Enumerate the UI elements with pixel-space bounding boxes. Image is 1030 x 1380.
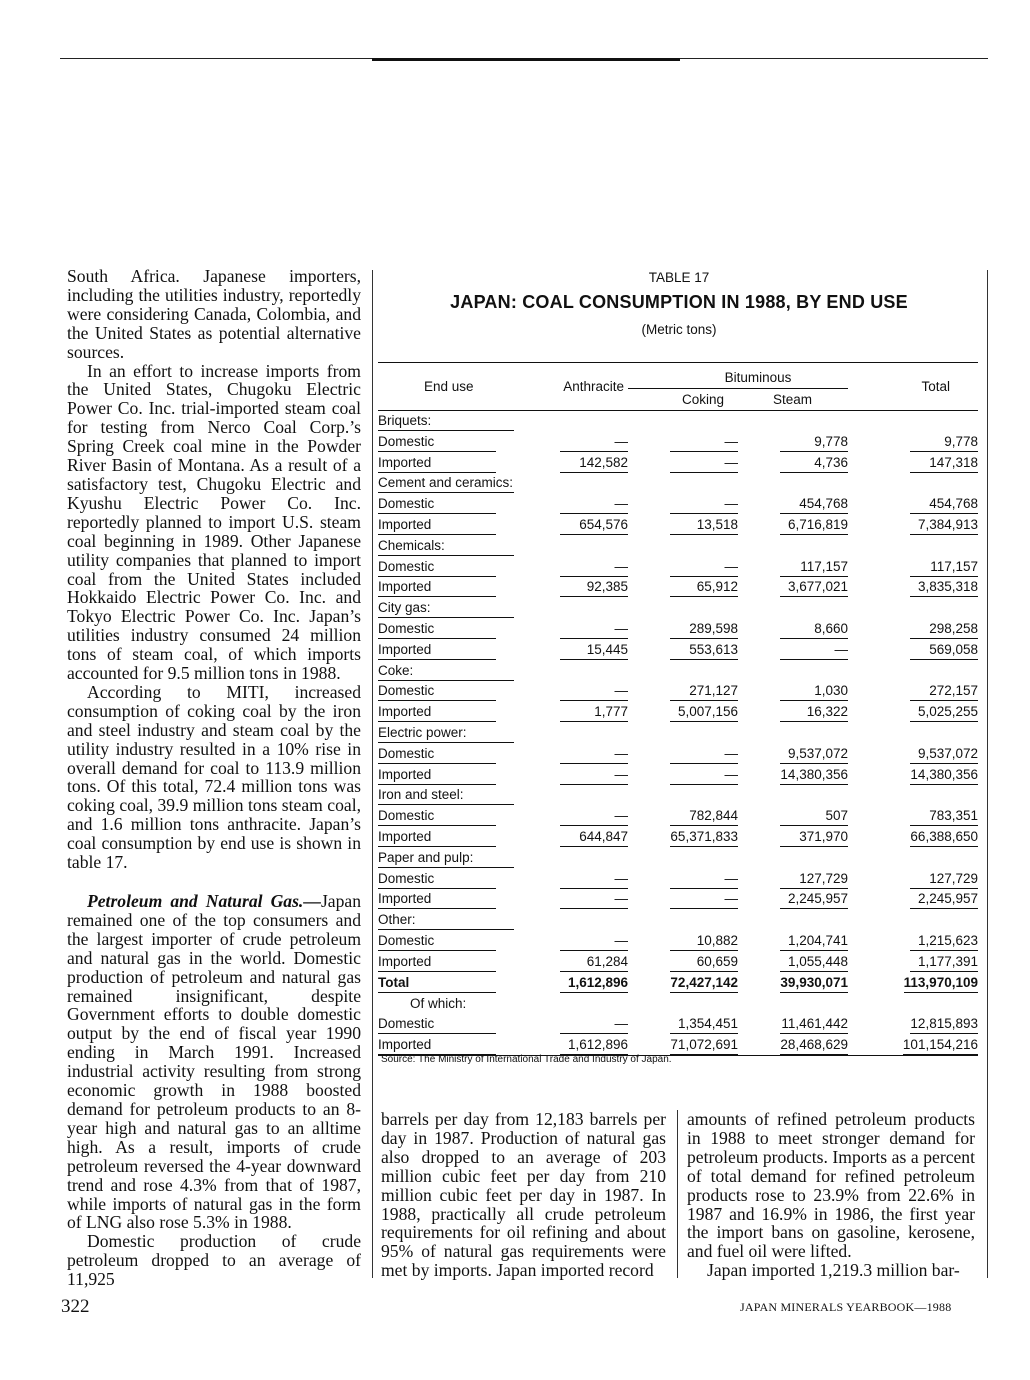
cell-value: — — [780, 640, 848, 660]
right-text-column — [687, 1110, 975, 1280]
group-header-row — [378, 598, 978, 619]
table-cell — [378, 827, 528, 848]
table-cell — [378, 806, 528, 827]
cell-value: 117,157 — [780, 557, 848, 577]
cell-value: Other: — [378, 910, 514, 930]
cell-value: — — [670, 889, 738, 909]
table-cell — [378, 556, 528, 577]
table-row — [378, 1035, 978, 1056]
cell-value: 66,388,650 — [910, 827, 978, 847]
cell-value: 1,354,451 — [670, 1014, 738, 1034]
cell-value: Domestic — [378, 806, 496, 826]
table-cell — [848, 868, 978, 889]
cell-value: — — [560, 931, 628, 951]
table-cell — [628, 931, 738, 952]
table-cell — [628, 827, 738, 848]
cell-value: 14,380,356 — [780, 765, 848, 785]
table-cell — [628, 431, 738, 452]
table-cell — [528, 806, 628, 827]
table-cell — [378, 743, 528, 764]
cell-value: — — [670, 744, 738, 764]
table-row — [378, 619, 978, 640]
table-cell — [738, 639, 848, 660]
table-cell — [628, 972, 738, 993]
table-cell — [378, 494, 528, 515]
cell-value: 654,576 — [560, 515, 628, 535]
left-text-column — [67, 267, 361, 1289]
group-header-row — [378, 473, 978, 494]
cell-value: 60,659 — [670, 952, 738, 972]
table-cell — [738, 452, 848, 473]
cell-value: — — [560, 619, 628, 639]
cell-value: 1,215,623 — [910, 931, 978, 951]
cell-value: 13,518 — [670, 515, 738, 535]
table-cell — [528, 515, 628, 536]
table-row — [378, 827, 978, 848]
table-row — [378, 702, 978, 723]
cell-value: 272,157 — [910, 681, 978, 701]
table-cell — [378, 723, 978, 744]
cell-value: Domestic — [378, 744, 496, 764]
cell-value: 8,660 — [780, 619, 848, 639]
table-cell — [848, 743, 978, 764]
cell-value: 28,468,629 — [780, 1035, 848, 1055]
cell-value: Domestic — [378, 681, 496, 701]
cell-value: — — [560, 1014, 628, 1034]
cell-value: 71,072,691 — [670, 1035, 738, 1055]
table-cell — [628, 764, 738, 785]
table-cell — [738, 743, 848, 764]
table-cell — [528, 494, 628, 515]
table-cell — [528, 868, 628, 889]
table-row — [378, 577, 978, 598]
paragraph: South Africa. Japanese importers, including the utilities industry, reportedly were considering Canada, Colombia, and the United States as potential alternative sources. — [67, 266, 361, 362]
cell-value: Imported — [378, 453, 496, 473]
cell-value: Paper and pulp: — [378, 848, 514, 868]
cell-value: 113,970,109 — [904, 973, 978, 993]
cell-value: 1,055,448 — [780, 952, 848, 972]
cell-value: Electric power: — [378, 723, 514, 743]
table-cell — [848, 556, 978, 577]
cell-value: Domestic — [378, 432, 496, 452]
table-cell — [738, 972, 848, 993]
cell-value: 2,245,957 — [910, 889, 978, 909]
cell-value: 1,177,391 — [910, 952, 978, 972]
cell-value: Cement and ceramics: — [378, 473, 514, 493]
table-cell — [378, 951, 528, 972]
table-cell — [848, 452, 978, 473]
table-cell — [378, 473, 978, 494]
table-source-note: Source: The Ministry of International Trade and Industry of Japan. — [381, 1054, 672, 1065]
table-cell — [378, 785, 978, 806]
table-cell — [378, 660, 978, 681]
cell-value: City gas: — [378, 598, 514, 618]
cell-value: 3,835,318 — [910, 577, 978, 597]
table-cell — [628, 577, 738, 598]
cell-value: 72,427,142 — [670, 973, 738, 993]
table-cell — [528, 1014, 628, 1035]
table-cell — [528, 452, 628, 473]
cell-value: Domestic — [378, 869, 496, 889]
table-row — [378, 556, 978, 577]
table-row — [378, 764, 978, 785]
cell-value: — — [670, 557, 738, 577]
cell-value: 11,461,442 — [780, 1014, 848, 1034]
cell-value: 1,777 — [560, 702, 628, 722]
table-cell — [738, 494, 848, 515]
table-cell — [848, 619, 978, 640]
table-cell — [528, 951, 628, 972]
table-cell — [528, 827, 628, 848]
cell-value: 14,380,356 — [910, 765, 978, 785]
table-cell — [848, 639, 978, 660]
cell-value: 3,677,021 — [780, 577, 848, 597]
table-cell — [378, 910, 978, 931]
table-cell — [528, 931, 628, 952]
paragraph: amounts of refined petroleum products in 1988 to meet stronger demand for petroleum products. Imports as a percent of total demand for refined petroleum products rose to 23.9% from 22.6% in 1987 and 16.9% in 1986, the first year the import bans on gasoline, kerosene, and fuel oil were lifted. — [687, 1109, 975, 1262]
table-cell — [378, 972, 528, 993]
cell-value: 12,815,893 — [910, 1014, 978, 1034]
table-cell — [378, 1014, 528, 1035]
cell-value: Imported — [378, 827, 496, 847]
table-number: TABLE 17 — [648, 270, 710, 285]
table-cell — [628, 515, 738, 536]
table-cell — [528, 577, 628, 598]
table-cell — [378, 535, 978, 556]
table-cell — [848, 827, 978, 848]
cell-value: 5,007,156 — [670, 702, 738, 722]
header-anthracite: Anthracite — [528, 363, 628, 411]
cell-value: — — [670, 494, 738, 514]
cell-value: 9,537,072 — [910, 744, 978, 764]
cell-value: 9,537,072 — [780, 744, 848, 764]
cell-value: — — [670, 453, 738, 473]
cell-value: 65,912 — [670, 577, 738, 597]
table-cell — [628, 1035, 738, 1056]
paragraph: Japan imported 1,219.3 million bar- — [707, 1260, 960, 1281]
table-cell — [378, 681, 528, 702]
cell-value: 271,127 — [670, 681, 738, 701]
table-cell — [528, 889, 628, 910]
table-cell — [738, 931, 848, 952]
cell-value: 1,612,896 — [560, 1035, 628, 1055]
cell-value: Imported — [378, 765, 496, 785]
table-cell — [378, 1035, 528, 1056]
table-cell — [378, 515, 528, 536]
cell-value: 4,736 — [780, 453, 848, 473]
table-cell — [378, 889, 528, 910]
cell-value: — — [670, 432, 738, 452]
cell-value: 1,204,741 — [780, 931, 848, 951]
table-cell — [738, 1014, 848, 1035]
header-steam: Steam — [772, 391, 812, 407]
table-cell — [848, 764, 978, 785]
table-cell — [628, 639, 738, 660]
table-cell — [848, 1035, 978, 1056]
cell-value: 507 — [780, 806, 848, 826]
cell-value: 142,582 — [560, 453, 628, 473]
table-cell — [848, 931, 978, 952]
cell-value: 644,847 — [560, 827, 628, 847]
table-cell — [378, 931, 528, 952]
table-cell — [848, 972, 978, 993]
table-cell — [528, 702, 628, 723]
middle-text-column — [381, 1110, 666, 1280]
cell-value: Imported — [378, 577, 496, 597]
cell-value: Imported — [378, 640, 496, 660]
cell-value: — — [560, 869, 628, 889]
cell-value: 147,318 — [910, 453, 978, 473]
table-row — [378, 681, 978, 702]
group-header-row — [378, 785, 978, 806]
table-cell — [528, 431, 628, 452]
table-cell — [738, 431, 848, 452]
cell-value: — — [670, 869, 738, 889]
table-cell — [738, 702, 848, 723]
cell-value: 289,598 — [670, 619, 738, 639]
cell-value: 298,258 — [910, 619, 978, 639]
cell-value: — — [560, 557, 628, 577]
cell-value: 92,385 — [560, 577, 628, 597]
cell-value: — — [560, 432, 628, 452]
cell-value: Imported — [378, 952, 496, 972]
cell-value: 553,613 — [670, 640, 738, 660]
table-cell — [628, 951, 738, 972]
column-rule — [987, 270, 988, 1278]
cell-value: Imported — [378, 889, 496, 909]
paragraph: In an effort to increase imports from the United States, Chugoku Electric Power Co. Inc. trial-imported steam coal for testing from Nerco Coal Corp.’s Spring Creek coal mine in the Powder River Basin of Montana. As a result of a satisfactory test, Chugoku Electric and Kyushu Electric Power Co. Inc. reportedly planned to import U.S. steam coal beginning in 1989. Other Japanese utility companies that planned to import coal from the United States included Hokkaido Electric Power Co. Inc. and Tokyo Electric Power Co. Inc. Japan’s utilities industry consumed 24 million tons of steam coal, of which imports accounted for 9.5 million tons in 1988. — [67, 360, 361, 684]
table-cell — [378, 452, 528, 473]
table-cell — [738, 868, 848, 889]
table-cell — [738, 806, 848, 827]
cell-value: 127,729 — [910, 869, 978, 889]
table-cell — [378, 410, 978, 431]
table-row — [378, 431, 978, 452]
cell-value: Domestic — [378, 931, 496, 951]
table-cell — [628, 619, 738, 640]
cell-value: 39,930,071 — [780, 973, 848, 993]
table-cell — [738, 951, 848, 972]
table-cell — [738, 619, 848, 640]
cell-value: Chemicals: — [378, 536, 514, 556]
cell-value: — — [560, 681, 628, 701]
table-row — [378, 806, 978, 827]
table-cell — [628, 494, 738, 515]
cell-value: 1,030 — [780, 681, 848, 701]
table-cell — [528, 1035, 628, 1056]
cell-value: 101,154,216 — [903, 1035, 978, 1055]
table-cell — [848, 806, 978, 827]
cell-value: Imported — [378, 1035, 496, 1055]
header-total: Total — [848, 363, 978, 411]
table-cell — [848, 515, 978, 536]
table-cell — [378, 702, 528, 723]
group-header-row — [378, 535, 978, 556]
table-cell — [738, 577, 848, 598]
cell-value: — — [560, 889, 628, 909]
table-cell — [628, 452, 738, 473]
table-row — [378, 889, 978, 910]
table-cell — [528, 972, 628, 993]
table-row — [378, 639, 978, 660]
cell-value: — — [670, 765, 738, 785]
cell-value: 61,284 — [560, 952, 628, 972]
table-cell — [628, 868, 738, 889]
table-cell — [738, 889, 848, 910]
table-cell — [738, 681, 848, 702]
cell-value: Imported — [378, 515, 496, 535]
cell-value: — — [560, 744, 628, 764]
table-cell — [378, 598, 978, 619]
cell-value: 569,058 — [910, 640, 978, 660]
table-cell — [738, 764, 848, 785]
table-cell — [848, 681, 978, 702]
table-cell — [628, 806, 738, 827]
section-heading: Petroleum and Natural Gas.— — [87, 891, 321, 911]
table-cell — [628, 556, 738, 577]
paragraph-text: Japan remained one of the top consumers and the largest importer of crude petroleum and natural gas in the world. Domestic production of petroleum and natural gas remained insignificant, despite Government efforts to double domestic output by the end of fiscal year 1990 ending in March 1991. Increased industrial activity resulting from strong economic growth in 1988 boosted demand for petroleum products to an 8-year high and natural gas to an alltime high. As a result, imports of crude petroleum reversed the 4-year downward trend and rose 4.3% from that of 1987, while imports of natural gas in the form of LNG also rose 5.3% in 1988. — [67, 891, 361, 1233]
cell-value: Imported — [378, 702, 496, 722]
table-subtitle: (Metric tons) — [641, 322, 717, 337]
table-cell — [848, 951, 978, 972]
table-cell — [378, 639, 528, 660]
header-bituminous: Bituminous — [628, 363, 848, 389]
table-cell — [528, 681, 628, 702]
cell-value: — — [560, 765, 628, 785]
cell-value: Coke: — [378, 661, 514, 681]
table-row — [378, 743, 978, 764]
cell-value: Total — [378, 973, 496, 993]
cell-value: Domestic — [378, 619, 496, 639]
column-rule — [372, 270, 373, 1278]
column-rule — [677, 1110, 678, 1278]
table-cell — [738, 1035, 848, 1056]
table-cell — [848, 1014, 978, 1035]
group-header-row — [378, 847, 978, 868]
cell-value: 454,768 — [910, 494, 978, 514]
cell-value: — — [560, 806, 628, 826]
table-body — [378, 410, 978, 1056]
cell-value: 782,844 — [670, 806, 738, 826]
cell-value: 10,882 — [670, 931, 738, 951]
table-cell — [628, 702, 738, 723]
cell-value: Iron and steel: — [378, 785, 514, 805]
cell-value: 2,245,957 — [780, 889, 848, 909]
table-row — [378, 494, 978, 515]
table-row — [378, 972, 978, 993]
cell-value: 371,970 — [780, 827, 848, 847]
cell-value: 454,768 — [780, 494, 848, 514]
cell-value: 65,371,833 — [670, 827, 738, 847]
table-cell — [378, 577, 528, 598]
cell-value: 9,778 — [780, 432, 848, 452]
cell-value: Of which: — [410, 995, 467, 1011]
paragraph: Domestic production of crude petroleum dropped to an average of 11,925 — [67, 1231, 361, 1290]
table-cell — [628, 743, 738, 764]
table-cell — [628, 889, 738, 910]
cell-value: 16,322 — [780, 702, 848, 722]
table-cell — [738, 827, 848, 848]
table-cell — [378, 431, 528, 452]
of-which-row — [378, 993, 978, 1014]
table-cell — [378, 619, 528, 640]
cell-value: 127,729 — [780, 869, 848, 889]
cell-value: 9,778 — [910, 432, 978, 452]
table-cell — [848, 494, 978, 515]
page-number: 322 — [61, 1296, 90, 1317]
cell-value: 7,384,913 — [910, 515, 978, 535]
cell-value: 15,445 — [560, 640, 628, 660]
table-cell — [738, 556, 848, 577]
table-cell — [628, 681, 738, 702]
table-row — [378, 868, 978, 889]
table-cell — [378, 847, 978, 868]
cell-value: Domestic — [378, 1014, 496, 1034]
group-header-row — [378, 723, 978, 744]
cell-value: 117,157 — [910, 557, 978, 577]
table-cell — [848, 577, 978, 598]
header-coking: Coking — [681, 391, 724, 407]
top-rule-accent — [372, 58, 680, 61]
cell-value: — — [560, 494, 628, 514]
table-cell — [848, 702, 978, 723]
table-cell — [528, 556, 628, 577]
group-header-row — [378, 910, 978, 931]
group-header-row — [378, 660, 978, 681]
header-end-use: End use — [378, 363, 528, 411]
cell-value: 783,351 — [910, 806, 978, 826]
table-row — [378, 515, 978, 536]
paragraph: barrels per day from 12,183 barrels per day in 1987. Production of natural gas also dropped to an average of 203 million cubic feet per day from 210 million cubic feet per day in 1987. In 1988, practically all crude petroleum requirements for oil refining and about 95% of natural gas requirements were met by imports. Japan imported record — [381, 1109, 666, 1281]
table-cell — [738, 515, 848, 536]
cell-value: 5,025,255 — [910, 702, 978, 722]
table-cell — [848, 889, 978, 910]
table-row — [378, 452, 978, 473]
cell-value: Domestic — [378, 557, 496, 577]
table-cell — [378, 764, 528, 785]
table-cell — [378, 993, 978, 1014]
table-cell — [528, 619, 628, 640]
table-row — [378, 931, 978, 952]
table-row — [378, 951, 978, 972]
cell-value: Briquets: — [378, 411, 514, 431]
table-row — [378, 1014, 978, 1035]
paragraph-petroleum — [67, 892, 361, 1232]
coal-consumption-table — [378, 362, 978, 1056]
table-cell — [528, 764, 628, 785]
table-cell — [848, 431, 978, 452]
paragraph: According to MITI, increased consumption of coking coal by the iron and steel industry and steam coal by the utility industry resulted in a 10% rise in overall demand for coal to 113.9 million tons. Of this total, 72.4 million tons was coking coal, 39.9 million tons steam coal, and 1.6 million tons anthracite. Japan’s coal consumption by end use is shown in table 17. — [67, 681, 361, 873]
running-title: JAPAN MINERALS YEARBOOK—1988 — [740, 1300, 952, 1314]
cell-value: 6,716,819 — [780, 515, 848, 535]
table-cell — [378, 868, 528, 889]
table-cell — [528, 743, 628, 764]
table-cell — [628, 1014, 738, 1035]
table-title: JAPAN: COAL CONSUMPTION IN 1988, BY END USE — [450, 292, 908, 312]
table-cell — [528, 639, 628, 660]
cell-value: 1,612,896 — [560, 973, 628, 993]
group-header-row — [378, 410, 978, 431]
cell-value: Domestic — [378, 494, 496, 514]
